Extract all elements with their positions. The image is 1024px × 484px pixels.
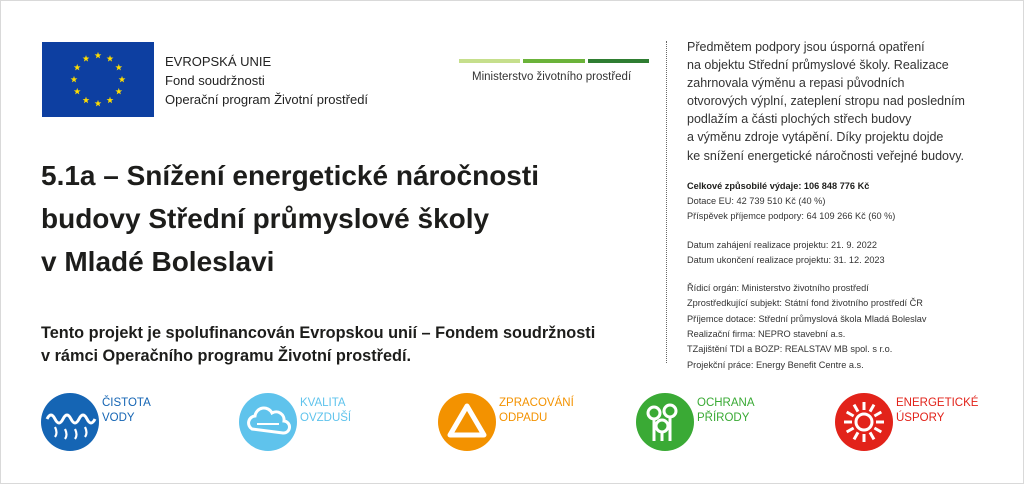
- sun-ray: [854, 432, 858, 439]
- project-description: [687, 38, 1007, 165]
- intermediary: Zprostředkující subjekt: Státní fond životního prostředí ČR: [687, 298, 923, 309]
- ministry-logo: [459, 59, 649, 83]
- eu-star: [74, 64, 81, 71]
- sun-ray: [847, 428, 854, 432]
- category-label: [102, 396, 151, 425]
- category-line-1: ČISTOTA: [102, 397, 151, 409]
- category-label: [300, 396, 351, 425]
- sun-icon: [835, 393, 893, 451]
- water-drops-icon: [41, 393, 99, 451]
- category-line-1: ZPRACOVÁNÍ: [499, 397, 574, 409]
- sun-ray: [870, 432, 874, 439]
- ministry-bar-dark: [588, 59, 649, 63]
- category-line-2: ÚSPORY: [896, 411, 945, 424]
- eu-program-text: [165, 52, 368, 109]
- description-line: Předmětem podpory jsou úsporná opatření: [687, 40, 925, 54]
- eu-star: [95, 52, 102, 59]
- recipient-share: Příspěvek příjemce podpory: 64 109 266 Kč (60 %): [687, 211, 896, 222]
- project-facts: [687, 179, 1007, 373]
- title-line-2: budovy Střední průmyslové školy: [41, 203, 490, 234]
- dotted-divider: [666, 41, 667, 363]
- eu-star: [107, 55, 114, 62]
- category-line-1: OCHRANA: [697, 397, 755, 409]
- spacer: [687, 268, 1007, 281]
- total-cost: Celkové způsobilé výdaje: 106 848 776 Kč: [687, 180, 870, 191]
- category-line-2: VODY: [102, 411, 135, 424]
- design: Projekční práce: Energy Benefit Centre a.s.: [687, 359, 864, 370]
- category-line-2: OVZDUŠÍ: [300, 411, 352, 424]
- sun-ray: [874, 412, 881, 416]
- eu-star: [71, 76, 78, 83]
- category-label: [896, 396, 978, 425]
- eu-star: [107, 97, 114, 104]
- eu-star: [95, 100, 102, 107]
- eu-flag-logo: [42, 42, 154, 117]
- category-icons: [41, 393, 1001, 453]
- eu-line-3: Operační program Životní prostředí: [165, 92, 369, 107]
- ministry-label: Ministerstvo životního prostředí: [472, 71, 632, 83]
- managing-authority: Řídicí orgán: Ministerstvo životního prostředí: [687, 283, 869, 294]
- subtitle-line-2: v rámci Operačního programu Životní prostředí.: [41, 347, 412, 365]
- eu-star: [115, 88, 122, 95]
- supervision: TZajištění TDI a BOZP: REALSTAV MB spol. s r.o.: [687, 344, 893, 355]
- subtitle-line-1: Tento projekt je spolufinancován Evropskou unií – Fondem soudržnosti: [41, 324, 596, 342]
- category-line-2: PŘÍRODY: [697, 411, 750, 424]
- beneficiary: Příjemce dotace: Střední průmyslová škola Mladá Boleslav: [687, 313, 927, 324]
- eu-star: [119, 76, 126, 83]
- description-line: a výměnu zdroje vytápění. Díky projektu dojde: [687, 130, 944, 145]
- title-line-3: v Mladé Boleslavi: [41, 246, 275, 277]
- eu-grant: Dotace EU: 42 739 510 Kč (40 %): [687, 195, 826, 206]
- cofinancing-statement: [41, 322, 595, 368]
- category-line-1: ENERGETICKÉ: [896, 397, 979, 409]
- eu-line-1: EVROPSKÁ UNIE: [165, 54, 272, 69]
- title-line-1: 5.1a – Snížení energetické náročnosti: [41, 160, 539, 191]
- description-line: otvorových výplní, zateplení stropu nad posledním: [687, 94, 965, 109]
- cloud-icon: [239, 393, 297, 451]
- eu-star: [115, 64, 122, 71]
- eu-line-2: Fond soudržnosti: [165, 73, 265, 88]
- eu-star: [83, 97, 90, 104]
- category-line-1: KVALITA: [300, 397, 346, 409]
- description-line: zahrnovala výměnu a repasi původních: [687, 76, 905, 91]
- sun-ray: [870, 405, 874, 412]
- description-line: ke snížení energetické náročnosti veřejné budovy.: [687, 148, 965, 163]
- end-date: Datum ukončení realizace projektu: 31. 12. 2023: [687, 254, 885, 265]
- category-label: [499, 396, 574, 425]
- description-line: podlažím a části plochých střech budovy: [687, 112, 912, 127]
- ministry-color-bars: [459, 59, 649, 63]
- project-title: [41, 154, 651, 283]
- project-details: [687, 38, 1007, 373]
- start-date: Datum zahájení realizace projektu: 21. 9. 2022: [687, 239, 877, 250]
- ministry-bar-light: [459, 59, 520, 63]
- sun-ray: [874, 428, 881, 432]
- recycle-triangle-icon: [438, 393, 496, 451]
- ministry-bar-medium: [523, 59, 584, 63]
- trees-icon: [636, 393, 694, 451]
- spacer: [687, 225, 1007, 238]
- eu-star: [83, 55, 90, 62]
- category-label: [697, 396, 755, 425]
- category-line-2: ODPADU: [499, 411, 548, 424]
- sun-ray: [854, 405, 858, 412]
- eu-star: [74, 88, 81, 95]
- description-line: na objektu Střední průmyslové školy. Realizace: [687, 58, 949, 73]
- sun-ray: [847, 412, 854, 416]
- contractor: Realizační firma: NEPRO stavební a.s.: [687, 329, 846, 340]
